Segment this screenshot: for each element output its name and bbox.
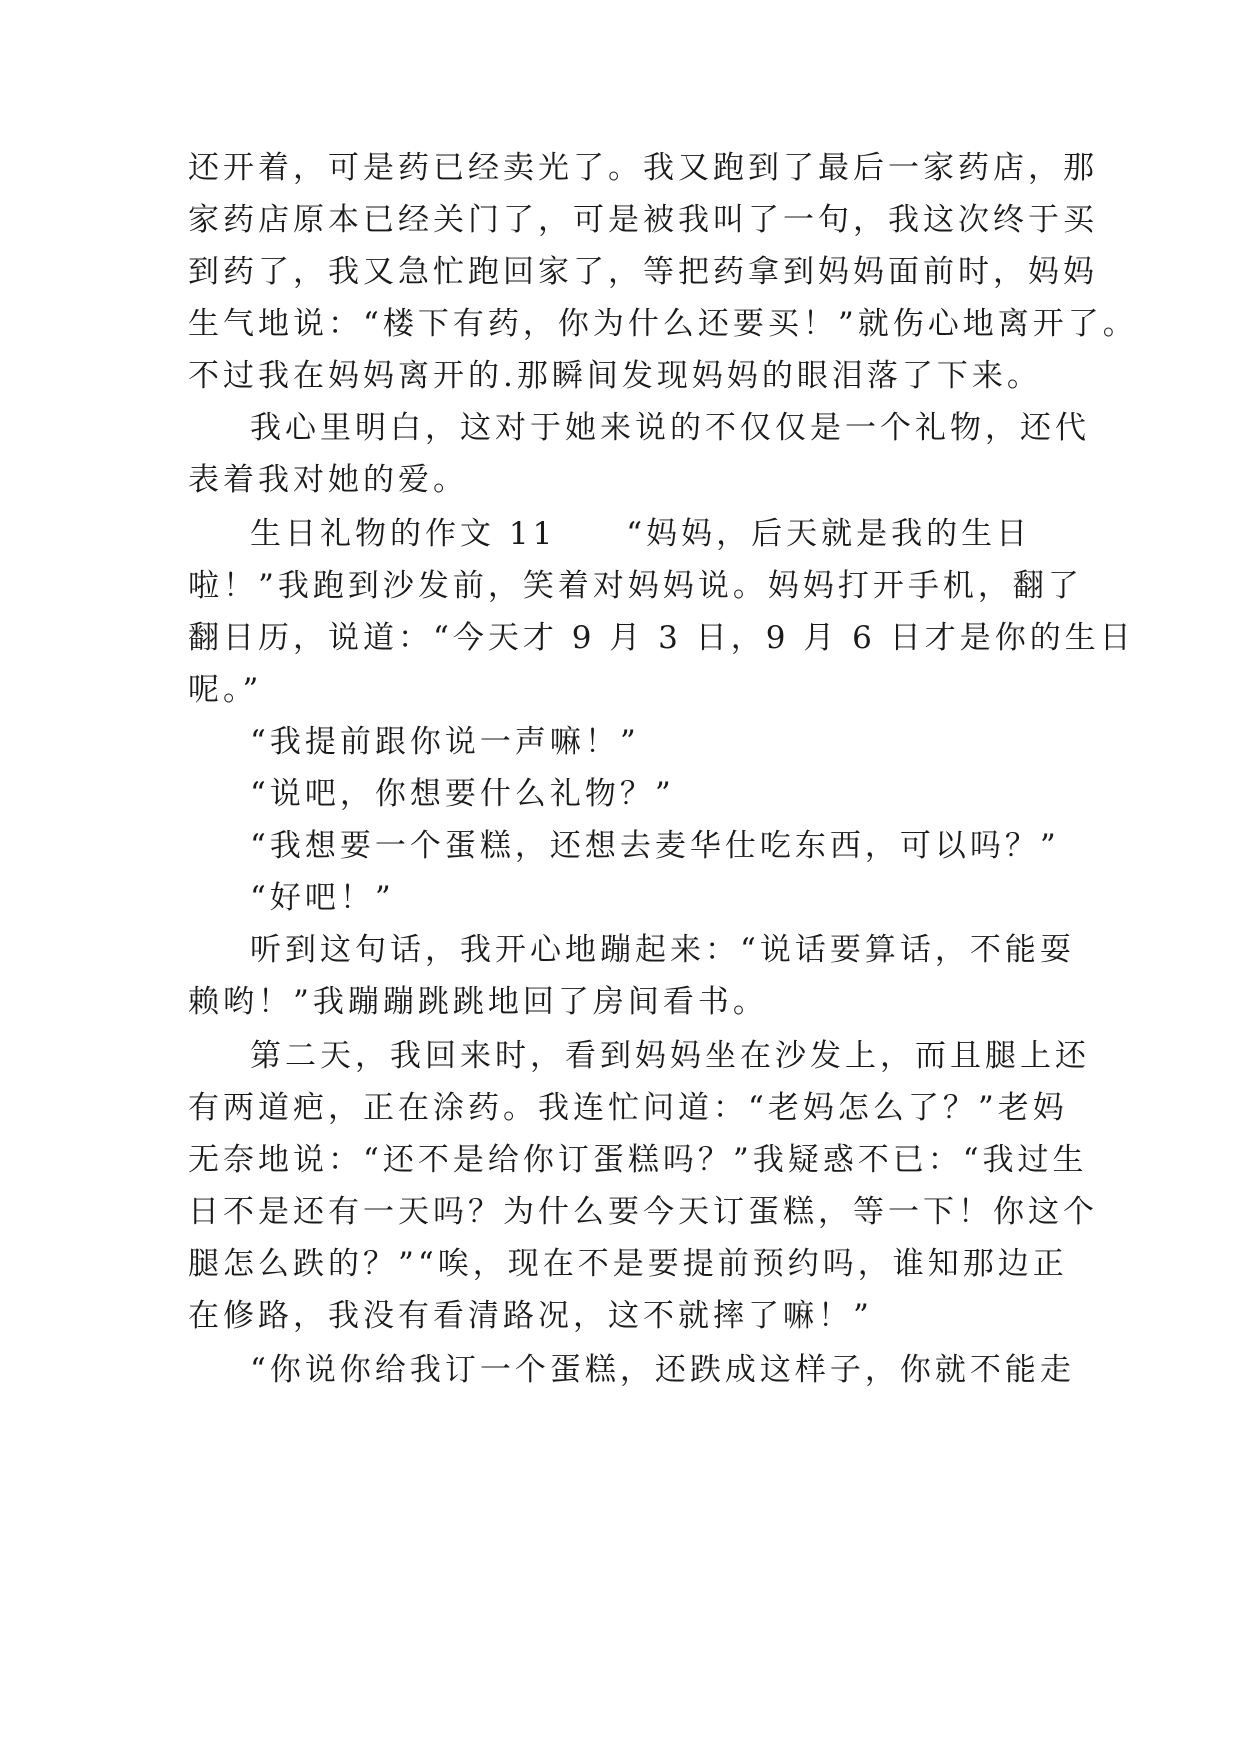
dialogue-line: “好吧！”: [250, 880, 395, 916]
section-heading-line: 生日礼物的作文 11 “妈妈，后天就是我的生日: [250, 516, 1032, 552]
paragraph-first-line: “你说你给我订一个蛋糕，还跌成这样子，你就不能走: [250, 1352, 1075, 1388]
text-line: 有两道疤，正在涂药。我连忙问道：“老妈怎么了？”老妈: [188, 1090, 1068, 1126]
paragraph-first-line: 我心里明白，这对于她来说的不仅仅是一个礼物，还代: [250, 410, 1090, 446]
text-line: 表着我对她的爱。: [188, 462, 468, 498]
text-line: 赖哟！”我蹦蹦跳跳地回了房间看书。: [188, 984, 768, 1020]
text-line: 到药了，我又急忙跑回家了，等把药拿到妈妈面前时，妈妈: [188, 254, 1098, 290]
text-line: 不过我在妈妈离开的.那瞬间发现妈妈的眼泪落了下来。: [188, 358, 1042, 394]
text-line: 生气地说：“楼下有药，你为什么还要买！”就伤心地离开了。: [188, 306, 1138, 342]
paragraph-first-line: 听到这句话，我开心地蹦起来：“说话要算话，不能耍: [250, 932, 1075, 968]
text-line: 无奈地说：“还不是给你订蛋糕吗？”我疑惑不已：“我过生: [188, 1142, 1088, 1178]
text-line: 还开着，可是药已经卖光了。我又跑到了最后一家药店，那: [188, 150, 1098, 186]
text-line: 日不是还有一天吗？为什么要今天订蛋糕，等一下！你这个: [188, 1194, 1098, 1230]
paragraph-first-line: 第二天，我回来时，看到妈妈坐在沙发上，而且腿上还: [250, 1038, 1090, 1074]
text-line: 翻日历，说道：“今天才 9 月 3 日，9 月 6 日才是你的生日: [188, 620, 1135, 656]
dialogue-line: “说吧，你想要什么礼物？”: [250, 776, 675, 812]
dialogue-line: “我提前跟你说一声嘛！”: [250, 724, 640, 760]
text-line: 腿怎么跌的？”“唉，现在不是要提前预约吗，谁知那边正: [188, 1246, 1068, 1282]
text-line: 啦！”我跑到沙发前，笑着对妈妈说。妈妈打开手机，翻了: [188, 568, 1083, 604]
dialogue-line: “我想要一个蛋糕，还想去麦华仕吃东西，可以吗？”: [250, 828, 1060, 864]
text-line: 在修路，我没有看清路况，这不就摔了嘛！”: [188, 1298, 873, 1334]
text-line: 呢。”: [188, 672, 263, 708]
text-line: 家药店原本已经关门了，可是被我叫了一句，我这次终于买: [188, 202, 1098, 238]
